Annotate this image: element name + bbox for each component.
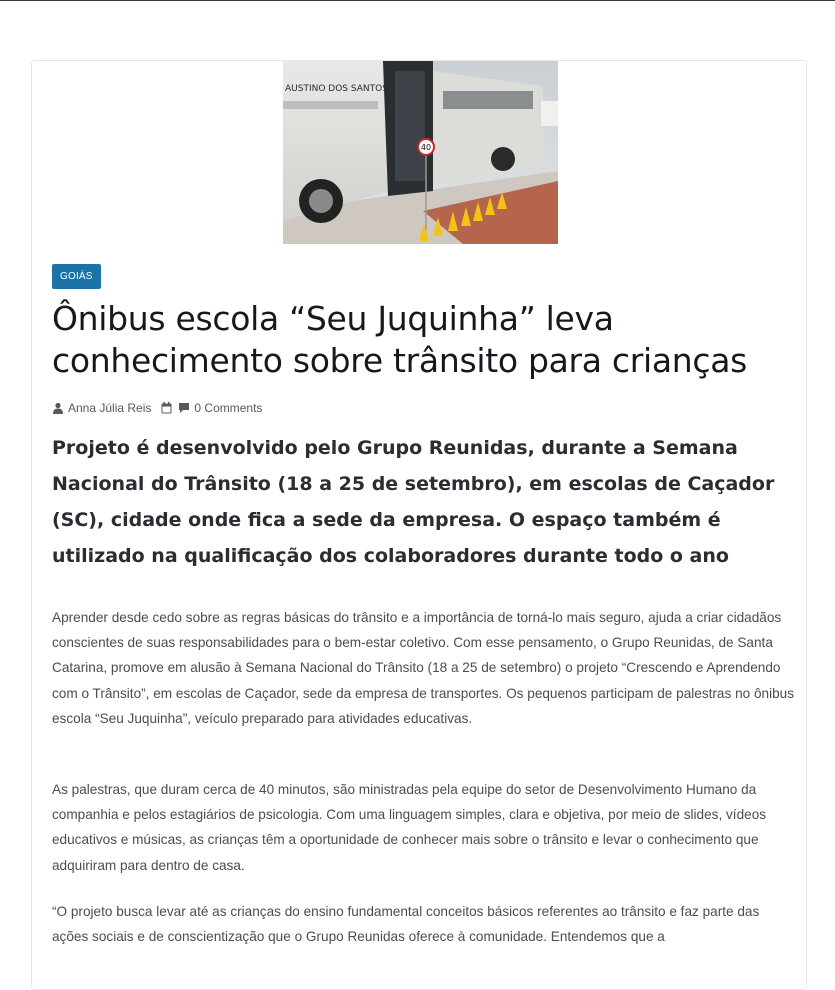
article-paragraph-1: Aprender desde cedo sobre as regras básicas do trânsito e a importância de torná-lo mais seguro, ajuda a criar cidadãos conscientes de suas responsabilidades para o bem-estar coletivo. Com esse pensamento, o Grupo Reunidas, de Santa Catarina, promove em alusão à Semana Nacional do Trânsito (18 a 25 de setembro) o projeto “Crescendo e Aprendendo com o Trânsito”, em escolas de Caçador, sede da empresa de transportes. Os pequenos participam de palestras no ônibus escola “Seu Juquinha”, veículo preparado para atividades educativas. bbox=[52, 610, 795, 726]
top-divider bbox=[0, 0, 835, 1]
post-meta bbox=[52, 399, 262, 417]
author-link[interactable]: Anna Júlia Reis bbox=[68, 401, 152, 415]
article-title: Ônibus escola “Seu Juquinha” leva conhecimento sobre trânsito para crianças bbox=[52, 299, 748, 380]
calendar-icon[interactable] bbox=[161, 402, 172, 414]
bus-lettering: AUSTINO DOS SANTOS bbox=[285, 84, 388, 94]
featured-image[interactable] bbox=[283, 61, 558, 244]
category-badge[interactable]: GOIÁS bbox=[52, 264, 101, 289]
article-paragraph-2: As palestras, que duram cerca de 40 minutos, são ministradas pela equipe do setor de Desenvolvimento Humano da companhia e pelos estagiários de psicologia. Com uma linguagem simples, clara e objetiva, por meio de slides, vídeos educativos e músicas, as crianças têm a oportunidade de conhecer mais sobre o trânsito e levar o conhecimento que adquiriram para dentro de casa. bbox=[52, 782, 767, 873]
comment-icon bbox=[178, 402, 190, 414]
article-paragraph-3: “O projeto busca levar até as crianças do ensino fundamental conceitos básicos referentes ao trânsito e faz parte das ações sociais e de conscientização que o Grupo Reunidas oferece à comunidade. Entendemos que a bbox=[52, 904, 760, 945]
speed-sign-text: 40 bbox=[420, 143, 432, 152]
comments-link[interactable]: 0 Comments bbox=[194, 401, 263, 415]
user-icon bbox=[52, 402, 64, 414]
bus-photo bbox=[283, 61, 558, 244]
article-lead: Projeto é desenvolvido pelo Grupo Reunidas, durante a Semana Nacional do Trânsito (18 a 25 de setembro), em escolas de Caçador (SC), cidade onde fica a sede da empresa. O espaço também é utilizado na qualificação dos colaboradores durante todo o ano bbox=[52, 437, 775, 567]
